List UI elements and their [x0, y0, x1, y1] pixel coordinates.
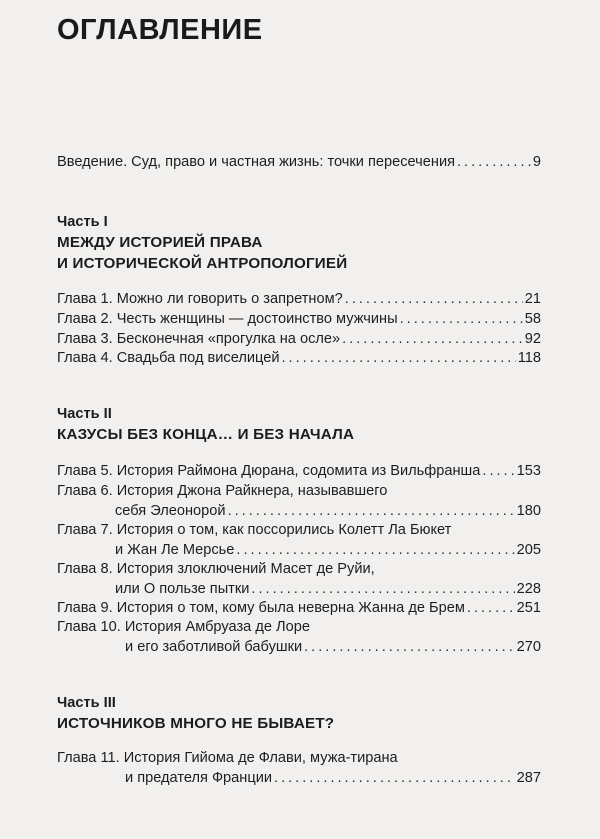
entry-title-continued: и его заботливой бабушки [125, 639, 303, 655]
part-3-label: Часть III [57, 695, 116, 711]
bleed-through-text [300, 22, 304, 41]
entry-title: Глава 5. История Раймона Дюрана, содомита из Вильфранша [57, 463, 481, 479]
part-1-title-line-2: И ИСТОРИЧЕСКОЙ АНТРОПОЛОГИЕЙ [57, 255, 348, 272]
leader-dots [345, 289, 523, 309]
leader-dots [236, 540, 514, 560]
page-title: ОГЛАВЛЕНИЕ [57, 14, 263, 46]
part-1-label: Часть I [57, 214, 108, 230]
entry-title: Глава 6. История Джона Райкнера, называвшего [57, 483, 388, 499]
entry-page: 228 [516, 581, 541, 597]
entry-page: 205 [516, 542, 541, 558]
entry-page: 92 [524, 331, 541, 347]
entry-page: 270 [516, 639, 541, 655]
entry-page: 153 [516, 463, 541, 479]
entry-title-continued: и Жан Ле Мерсье [115, 542, 235, 558]
entry-page: 287 [516, 770, 541, 786]
toc-entry-chapter-2 [57, 309, 541, 329]
leader-dots [467, 598, 515, 618]
entry-title-continued: или О пользе пытки [115, 581, 250, 597]
leader-dots [342, 329, 523, 349]
part-3-title-line-1: ИСТОЧНИКОВ МНОГО НЕ БЫВАЕТ? [57, 715, 335, 732]
entry-title: Глава 1. Можно ли говорить о запретном? [57, 291, 343, 307]
part-2-title-line-1: КАЗУСЫ БЕЗ КОНЦА… И БЕЗ НАЧАЛА [57, 426, 355, 443]
entry-page: 180 [516, 503, 541, 519]
leader-dots [274, 768, 515, 788]
entry-title: Глава 9. История о том, кому была неверна Жанна де Брем [57, 600, 465, 616]
leader-dots [228, 501, 515, 521]
entry-title: Глава 11. История Гийома де Флави, мужа-тирана [57, 750, 398, 766]
entry-page: 21 [524, 291, 541, 307]
entry-title: Глава 3. Бесконечная «прогулка на осле» [57, 331, 341, 347]
entry-title-continued: себя Элеонорой [115, 503, 226, 519]
toc-entry-chapter-1 [57, 289, 541, 309]
toc-entry-chapter-10 [57, 617, 541, 657]
entry-title: Глава 8. История злоключений Масет де Руйи, [57, 561, 375, 577]
part-1-title-line-1: МЕЖДУ ИСТОРИЕЙ ПРАВА [57, 234, 263, 251]
entry-title-continued: и предателя Франции [125, 770, 273, 786]
toc-entry-chapter-6 [57, 481, 541, 521]
toc-entry-chapter-7 [57, 520, 541, 560]
leader-dots [457, 152, 531, 172]
entry-page: 9 [532, 154, 541, 170]
leader-dots [482, 461, 514, 481]
entry-title: Глава 4. Свадьба под виселицей [57, 350, 280, 366]
entry-title: Глава 10. История Амбруаза де Лоре [57, 619, 310, 635]
part-2-label: Часть II [57, 406, 112, 422]
toc-entry-chapter-3 [57, 329, 541, 349]
toc-entry-intro [57, 152, 541, 172]
toc-entry-chapter-5 [57, 461, 541, 481]
entry-title: Глава 2. Честь женщины — достоинство мужчины [57, 311, 398, 327]
entry-page: 118 [517, 350, 541, 366]
toc-entry-chapter-4 [57, 348, 541, 368]
entry-title: Глава 7. История о том, как поссорились Колетт Ла Бюкет [57, 522, 452, 538]
leader-dots [251, 579, 514, 599]
leader-dots [400, 309, 523, 329]
toc-entry-chapter-8 [57, 559, 541, 599]
toc-entry-chapter-11 [57, 748, 541, 788]
entry-title: Введение. Суд, право и частная жизнь: точки пересечения [57, 154, 455, 170]
toc-entry-chapter-9 [57, 598, 541, 618]
entry-page: 58 [524, 311, 541, 327]
leader-dots [282, 348, 516, 368]
entry-page: 251 [516, 600, 541, 616]
leader-dots [304, 637, 515, 657]
